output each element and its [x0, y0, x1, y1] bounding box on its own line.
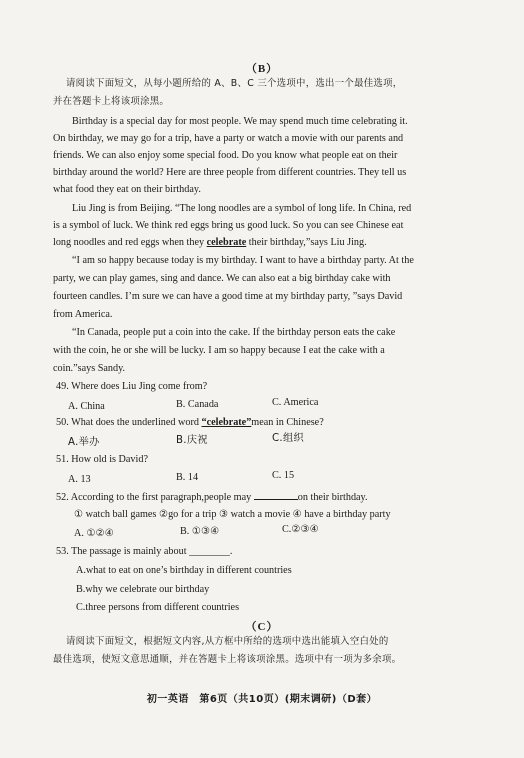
- passage-p2-line-3: [53, 237, 473, 249]
- question-50-option-a: A.举办: [68, 437, 100, 448]
- passage-p2-line-3-end: their birthday,”says Liu Jing.: [246, 237, 367, 248]
- question-49-option-a: A. China: [68, 401, 105, 412]
- question-50-option-c: C.组织: [272, 433, 304, 444]
- question-51-option-b: B. 14: [176, 472, 199, 483]
- question-50-underlined-word: “celebrate”: [201, 417, 252, 428]
- question-51-option-c: C. 15: [272, 470, 295, 481]
- page-footer: 初一英语 第6页（共10页）(期末调研)（D套）: [146, 694, 378, 705]
- passage-p3-line-1: “I am so happy because today is my birthday. I want to have a birthday party. At the: [72, 255, 414, 266]
- question-52-stem-start: 52. According to the first paragraph,people may: [56, 492, 254, 503]
- question-49-option-b: B. Canada: [176, 399, 219, 410]
- question-52-items: ① watch ball games ②go for a trip ③ watch a movie ④ have a birthday party: [74, 509, 391, 520]
- question-50-stem: [56, 417, 324, 429]
- question-49-stem: 49. Where does Liu Jing come from?: [56, 381, 208, 392]
- passage-p3-line-2: party, we can play games, sing and dance. We can also eat a big birthday cake with: [53, 273, 391, 284]
- passage-p4-line-3: coin.”says Sandy.: [53, 363, 126, 374]
- question-51-option-a: A. 13: [68, 474, 91, 485]
- question-53-option-c: C.three persons from different countries: [76, 602, 240, 613]
- question-52-blank: [254, 490, 298, 500]
- question-53-option-b: B.why we celebrate our birthday: [76, 584, 210, 595]
- section-c-instruction-line-1: 请阅读下面短文，根据短文内容,从方框中所给的选项中选出能填入空白处的: [66, 636, 389, 647]
- section-b-instruction-line-2: 并在答题卡上将该项涂黑。: [53, 96, 170, 107]
- passage-p3-line-3: fourteen candles. I’m sure we can have a good time at my birthday party, ”says David: [53, 291, 403, 302]
- question-52-option-a: A. ①②④: [74, 528, 114, 539]
- question-50-option-b: B.庆祝: [176, 435, 208, 446]
- passage-p2-line-3-start: long noodles and red eggs when they: [53, 237, 207, 248]
- section-c-title: （C）: [245, 621, 279, 633]
- section-b-instruction-line-1: 请阅读下面短文，从每小题所给的 A、B、C 三个选项中，选出一个最佳选项，: [66, 78, 403, 89]
- underlined-word-celebrate: celebrate: [206, 237, 247, 248]
- passage-p1-line-1: Birthday is a special day for most people. We may spend much time celebrating it.: [72, 116, 408, 127]
- question-50-stem-end: mean in Chinese?: [251, 417, 324, 428]
- question-49-option-c: C. America: [272, 397, 319, 408]
- passage-p2-line-2: is a symbol of luck. We think red eggs bring us good luck. So you can see Chinese eat: [53, 220, 404, 231]
- passage-p3-line-4: from America.: [53, 309, 113, 320]
- question-53-stem: 53. The passage is mainly about ________.: [56, 546, 233, 557]
- question-52-stem: [56, 490, 368, 504]
- question-52-option-c: C.②③④: [282, 524, 319, 535]
- section-c-instruction-line-2: 最佳选项，使短文意思通顺，并在答题卡上将该项涂黑。选项中有一项为多余项。: [53, 654, 402, 665]
- question-51-stem: 51. How old is David?: [56, 454, 148, 465]
- question-52-stem-end: on their birthday.: [297, 492, 368, 503]
- passage-p1-line-4: birthday around the world? Here are three people from different countries. They tell us: [53, 167, 407, 178]
- passage-p1-line-2: On birthday, we may go for a trip, have a party or watch a movie with our parents and: [53, 133, 404, 144]
- passage-p4-line-2: with the coin, he or she will be lucky. I am so happy because I eat the cake with a: [53, 345, 385, 356]
- passage-p1-line-3: friends. We can also enjoy some special food. Do you know what people eat on their: [53, 150, 398, 161]
- question-50-stem-start: 50. What does the underlined word: [56, 417, 202, 428]
- passage-p4-line-1: “In Canada, people put a coin into the cake. If the birthday person eats the cake: [72, 327, 396, 338]
- section-b-title: （B）: [245, 63, 279, 75]
- passage-p1-line-5: what food they eat on their birthday.: [53, 184, 201, 195]
- passage-p2-line-1: Liu Jing is from Beijing. “The long noodles are a symbol of long life. In China, red: [72, 203, 412, 214]
- question-53-option-a: A.what to eat on one’s birthday in different countries: [76, 565, 292, 576]
- question-52-option-b: B. ①③④: [180, 526, 220, 537]
